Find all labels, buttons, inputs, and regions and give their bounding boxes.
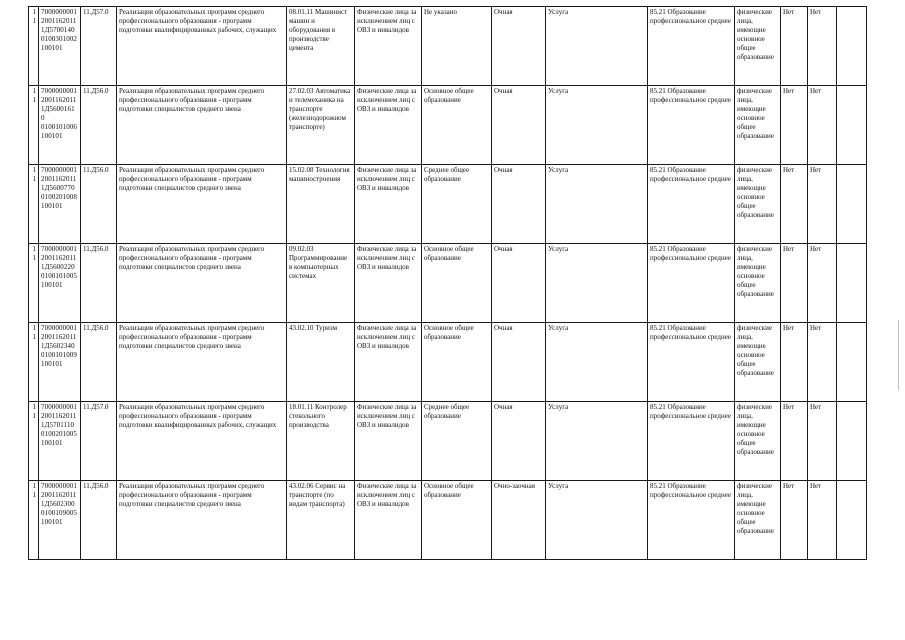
empty-cell — [837, 323, 867, 402]
education-level-cell: Основное общее образование — [422, 323, 492, 402]
flag-1-cell: Нет — [781, 481, 808, 560]
okved-cell: 85.21 Образование профессиональное среднее — [648, 244, 735, 323]
specialty-cell: 09.02.03 Программирование в компьютерных системах — [287, 244, 355, 323]
services-registry-table — [28, 6, 867, 560]
service-type-cell: 11.Д56.0 — [81, 481, 117, 560]
consumer-category-cell: Физические лица за исключением лиц с ОВЗ и инвалидов — [355, 7, 422, 86]
consumer-category-cell: Физические лица за исключением лиц с ОВЗ и инвалидов — [355, 165, 422, 244]
row-number-cell: 11 — [29, 323, 39, 402]
consumers-cell: физические лица, имеющие основное общее образование — [735, 7, 781, 86]
study-form-cell: Очная — [492, 402, 546, 481]
consumers-cell: физические лица, имеющие основное общее образование — [735, 86, 781, 165]
flag-1-cell: Нет — [781, 402, 808, 481]
education-level-cell: Среднее общее образование — [422, 402, 492, 481]
empty-cell — [837, 481, 867, 560]
table-body — [29, 7, 867, 560]
flag-2-cell: Нет — [808, 244, 837, 323]
flag-1-cell: Нет — [781, 86, 808, 165]
flag-2-cell: Нет — [808, 323, 837, 402]
table-row — [29, 323, 867, 402]
registry-code-cell: 7000000001 2001162011 1Д5701110 0100201005 100101 — [39, 402, 81, 481]
okved-cell: 85.21 Образование профессиональное среднее — [648, 323, 735, 402]
table-row — [29, 165, 867, 244]
service-type-cell: 11.Д57.0 — [81, 402, 117, 481]
education-level-cell: Не указано — [422, 7, 492, 86]
study-form-cell: Очная — [492, 244, 546, 323]
program-name-cell: Реализация образовательных программ среднего профессионального образования - программ подготовки специалистов среднего звена — [117, 244, 287, 323]
service-kind-cell: Услуга — [546, 86, 648, 165]
registry-code-cell: 7000000001 2001162011 1Д5600220 0100101005 100101 — [39, 244, 81, 323]
study-form-cell: Очная — [492, 7, 546, 86]
service-kind-cell: Услуга — [546, 244, 648, 323]
service-kind-cell: Услуга — [546, 7, 648, 86]
flag-2-cell: Нет — [808, 7, 837, 86]
specialty-cell: 43.02.10 Туризм — [287, 323, 355, 402]
specialty-cell: 43.02.06 Сервис на транспорте (по видам транспорта) — [287, 481, 355, 560]
study-form-cell: Очная — [492, 323, 546, 402]
service-kind-cell: Услуга — [546, 165, 648, 244]
service-kind-cell: Услуга — [546, 481, 648, 560]
empty-cell — [837, 7, 867, 86]
specialty-cell: 27.02.03 Автоматика и телемеханика на транспорте (железнодорожном транспорте) — [287, 86, 355, 165]
consumer-category-cell: Физические лица за исключением лиц с ОВЗ и инвалидов — [355, 402, 422, 481]
row-number-cell: 11 — [29, 165, 39, 244]
service-type-cell: 11.Д56.0 — [81, 323, 117, 402]
row-number-cell: 11 — [29, 86, 39, 165]
program-name-cell: Реализация образовательных программ среднего профессионального образования - программ подготовки специалистов среднего звена — [117, 86, 287, 165]
education-level-cell: Основное общее образование — [422, 481, 492, 560]
table-row — [29, 402, 867, 481]
flag-1-cell: Нет — [781, 323, 808, 402]
consumer-category-cell: Физические лица за исключением лиц с ОВЗ и инвалидов — [355, 86, 422, 165]
consumers-cell: физические лица, имеющие основное общее образование — [735, 244, 781, 323]
registry-code-cell: 7000000001 2001162011 1Д5602340 0100101009 100101 — [39, 323, 81, 402]
empty-cell — [837, 165, 867, 244]
education-level-cell: Основное общее образование — [422, 244, 492, 323]
consumers-cell: физические лица, имеющие основное общее образование — [735, 323, 781, 402]
program-name-cell: Реализация образовательных программ среднего профессионального образования - программ подготовки квалифицированных рабочих, служащих — [117, 402, 287, 481]
flag-2-cell: Нет — [808, 481, 837, 560]
flag-1-cell: Нет — [781, 244, 808, 323]
service-type-cell: 11.Д56.0 — [81, 86, 117, 165]
education-level-cell: Среднее общее образование — [422, 165, 492, 244]
program-name-cell: Реализация образовательных программ среднего профессионального образования - программ подготовки специалистов среднего звена — [117, 323, 287, 402]
flag-2-cell: Нет — [808, 86, 837, 165]
consumer-category-cell: Физические лица за исключением лиц с ОВЗ и инвалидов — [355, 323, 422, 402]
registry-code-cell: 7000000001 2001162011 1Д5600770 0100201008 100101 — [39, 165, 81, 244]
table-row — [29, 244, 867, 323]
study-form-cell: Очная — [492, 165, 546, 244]
empty-cell — [837, 86, 867, 165]
flag-1-cell: Нет — [781, 165, 808, 244]
okved-cell: 85.21 Образование профессиональное среднее — [648, 165, 735, 244]
flag-2-cell: Нет — [808, 165, 837, 244]
okved-cell: 85.21 Образование профессиональное среднее — [648, 86, 735, 165]
consumer-category-cell: Физические лица за исключением лиц с ОВЗ и инвалидов — [355, 481, 422, 560]
study-form-cell: Очная — [492, 86, 546, 165]
okved-cell: 85.21 Образование профессиональное среднее — [648, 481, 735, 560]
row-number-cell: 11 — [29, 481, 39, 560]
row-number-cell: 11 — [29, 244, 39, 323]
empty-cell — [837, 244, 867, 323]
table-row — [29, 481, 867, 560]
empty-cell — [837, 402, 867, 481]
service-kind-cell: Услуга — [546, 402, 648, 481]
program-name-cell: Реализация образовательных программ среднего профессионального образования - программ подготовки квалифицированных рабочих, служащих — [117, 7, 287, 86]
okved-cell: 85.21 Образование профессиональное среднее — [648, 7, 735, 86]
study-form-cell: Очно-заочная — [492, 481, 546, 560]
scan-edge-mark — [898, 320, 899, 390]
consumer-category-cell: Физические лица за исключением лиц с ОВЗ и инвалидов — [355, 244, 422, 323]
specialty-cell: 15.02.08 Технология машиностроения — [287, 165, 355, 244]
table-row — [29, 7, 867, 86]
education-level-cell: Основное общее образование — [422, 86, 492, 165]
program-name-cell: Реализация образовательных программ среднего профессионального образования - программ подготовки специалистов среднего звена — [117, 165, 287, 244]
row-number-cell: 11 — [29, 402, 39, 481]
row-number-cell: 11 — [29, 7, 39, 86]
consumers-cell: физические лица, имеющие основное общее образование — [735, 481, 781, 560]
service-type-cell: 11.Д56.0 — [81, 244, 117, 323]
flag-2-cell: Нет — [808, 402, 837, 481]
registry-code-cell: 7000000001 2001162011 1Д5602300 0100109005 100101 — [39, 481, 81, 560]
program-name-cell: Реализация образовательных программ среднего профессионального образования - программ подготовки специалистов среднего звена — [117, 481, 287, 560]
service-type-cell: 11.Д57.0 — [81, 7, 117, 86]
specialty-cell: 18.01.11 Контролер стекольного производства — [287, 402, 355, 481]
registry-code-cell: 7000000001 2001162011 1Д5700140 0100301002 100101 — [39, 7, 81, 86]
consumers-cell: физические лица, имеющие основное общее образование — [735, 165, 781, 244]
okved-cell: 85.21 Образование профессиональное среднее — [648, 402, 735, 481]
flag-1-cell: Нет — [781, 7, 808, 86]
consumers-cell: физические лица, имеющие основное общее образование — [735, 402, 781, 481]
specialty-cell: 08.01.11 Машинист машин и оборудования в производстве цемента — [287, 7, 355, 86]
service-type-cell: 11.Д56.0 — [81, 165, 117, 244]
service-kind-cell: Услуга — [546, 323, 648, 402]
table-row — [29, 86, 867, 165]
registry-code-cell: 7000000001 2001162011 1Д56001610 0100101006 100101 — [39, 86, 81, 165]
